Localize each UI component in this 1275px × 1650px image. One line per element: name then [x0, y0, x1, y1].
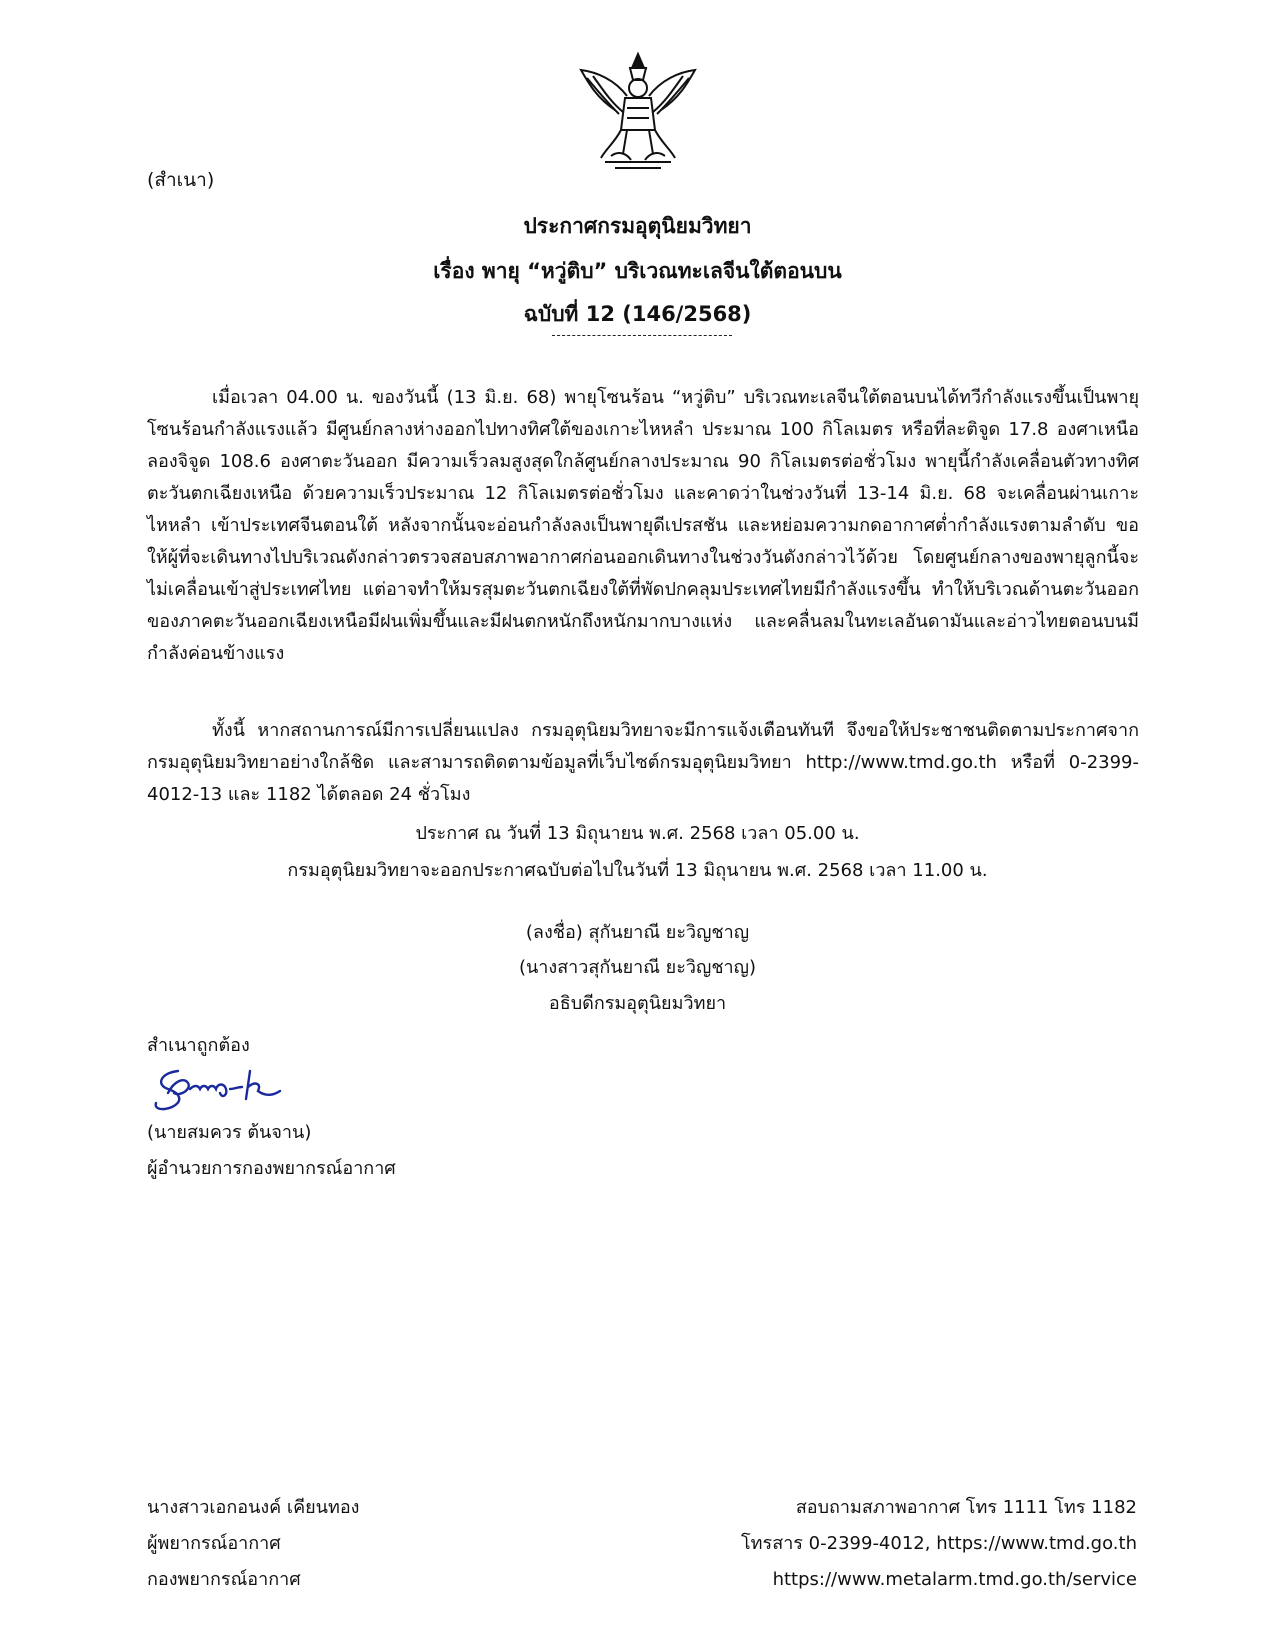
document-subject: เรื่อง พายุ “หวู่ติบ” บริเวณทะเลจีนใต้ตอนบน: [433, 259, 842, 283]
issued-datetime: ประกาศ ณ วันที่ 13 มิถุนายน พ.ศ. 2568 เวลา 05.00 น.: [415, 823, 860, 844]
forecaster-title: ผู้พยากรณ์อากาศ: [147, 1533, 281, 1554]
footer-right: [741, 1490, 1137, 1598]
forecaster-division: กองพยากรณ์อากาศ: [147, 1569, 301, 1590]
signatory-name: (นางสาวสุกันยาณี ยะวิญชาญ): [518, 957, 757, 978]
forecaster-name: นางสาวเอกอนงค์ เคียนทอง: [147, 1497, 360, 1518]
body-paragraph-1: เมื่อเวลา 04.00 น. ของวันนี้ (13 มิ.ย. 68) พายุโซนร้อน “หวู่ติบ” บริเวณทะเลจีนใต้ตอนบนได้ทวีกำลังแรงขึ้นเป็นพายุโซนร้อนกำลังแรงแล้ว มีศูนย์กลางห่างออกไปทางทิศใต้ของเกาะไหหลำ ประมาณ 100 กิโลเมตร หรือที่ละติจูด 17.8 องศาเหนือ ลองจิจูด 108.6 องศาตะวันออก มีความเร็วลมสูงสุดใกล้ศูนย์กลางประมาณ 90 กิโลเมตรต่อชั่วโมง พายุนี้กำลังเคลื่อนตัวทางทิศตะวันตกเฉียงเหนือ ด้วยความเร็วประมาณ 12 กิโลเมตรต่อชั่วโมง และคาดว่าในช่วงวันที่ 13-14 มิ.ย. 68 จะเคลื่อนผ่านเกาะไหหลำ เข้าประเทศจีนตอนใต้ หลังจากนั้นจะอ่อนกำลังลงเป็นพายุดีเปรสชัน และหย่อมความกดอากาศต่ำกำลังแรงตามลำดับ ขอให้ผู้ที่จะเดินทางไปบริเวณดังกล่าวตรวจสอบสภาพอากาศก่อนออกเดินทางในช่วงวันดังกล่าวไว้ด้วย โดยศูนย์กลางของพายุลูกนี้จะไม่เคลื่อนเข้าสู่ประเทศไทย แต่อาจทำให้มรสุมตะวันตกเฉียงใต้ที่พัดปกคลุมประเทศไทยมีกำลังแรงขึ้น ทำให้บริเวณด้านตะวันออกของภาคตะวันออกเฉียงเหนือมีฝนเพิ่มขึ้นและมีฝนตกหนักถึงหนักมากบางแห่ง และคลื่นลมในทะเลอันดามันและอ่าวไทยตอนบนมีกำลังค่อนข้างแรง: [147, 387, 1139, 664]
signatory-signed: (ลงชื่อ) สุกันยาณี ยะวิญชาญ: [525, 922, 750, 943]
contact-service-url: https://www.metalarm.tmd.go.th/service: [772, 1569, 1137, 1590]
certifier-position: ผู้อำนวยการกองพยากรณ์อากาศ: [147, 1158, 396, 1179]
certified-copy-label: สำเนาถูกต้อง: [147, 1035, 250, 1056]
document-title: ประกาศกรมอุตุนิยมวิทยา: [523, 214, 752, 238]
next-issue-notice: กรมอุตุนิยมวิทยาจะออกประกาศฉบับต่อไปในวันที่ 13 มิถุนายน พ.ศ. 2568 เวลา 11.00 น.: [287, 860, 988, 881]
handwritten-signature: [150, 1063, 285, 1113]
contact-phone: สอบถามสภาพอากาศ โทร 1111 โทร 1182: [795, 1497, 1137, 1518]
issue-number: ฉบับที่ 12 (146/2568): [523, 302, 752, 326]
garuda-emblem-icon: [575, 50, 701, 176]
title-divider: [552, 335, 732, 336]
signatory-position: อธิบดีกรมอุตุนิยมวิทยา: [548, 993, 727, 1014]
contact-fax-website: โทรสาร 0-2399-4012, https://www.tmd.go.th: [741, 1533, 1137, 1554]
copy-mark: (สำเนา): [147, 169, 215, 191]
footer-left: [147, 1490, 359, 1598]
certifier-name: (นายสมควร ต้นจาน): [147, 1122, 312, 1143]
body-paragraph-2: ทั้งนี้ หากสถานการณ์มีการเปลี่ยนแปลง กรมอุตุนิยมวิทยาจะมีการแจ้งเตือนทันที จึงขอให้ประชาชนติดตามประกาศจากกรมอุตุนิยมวิทยาอย่างใกล้ชิด และสามารถติดตามข้อมูลที่เว็บไซต์กรมอุตุนิยมวิทยา http://www.tmd.go.th หรือที่ 0-2399-4012-13 และ 1182 ได้ตลอด 24 ชั่วโมง: [147, 720, 1139, 805]
